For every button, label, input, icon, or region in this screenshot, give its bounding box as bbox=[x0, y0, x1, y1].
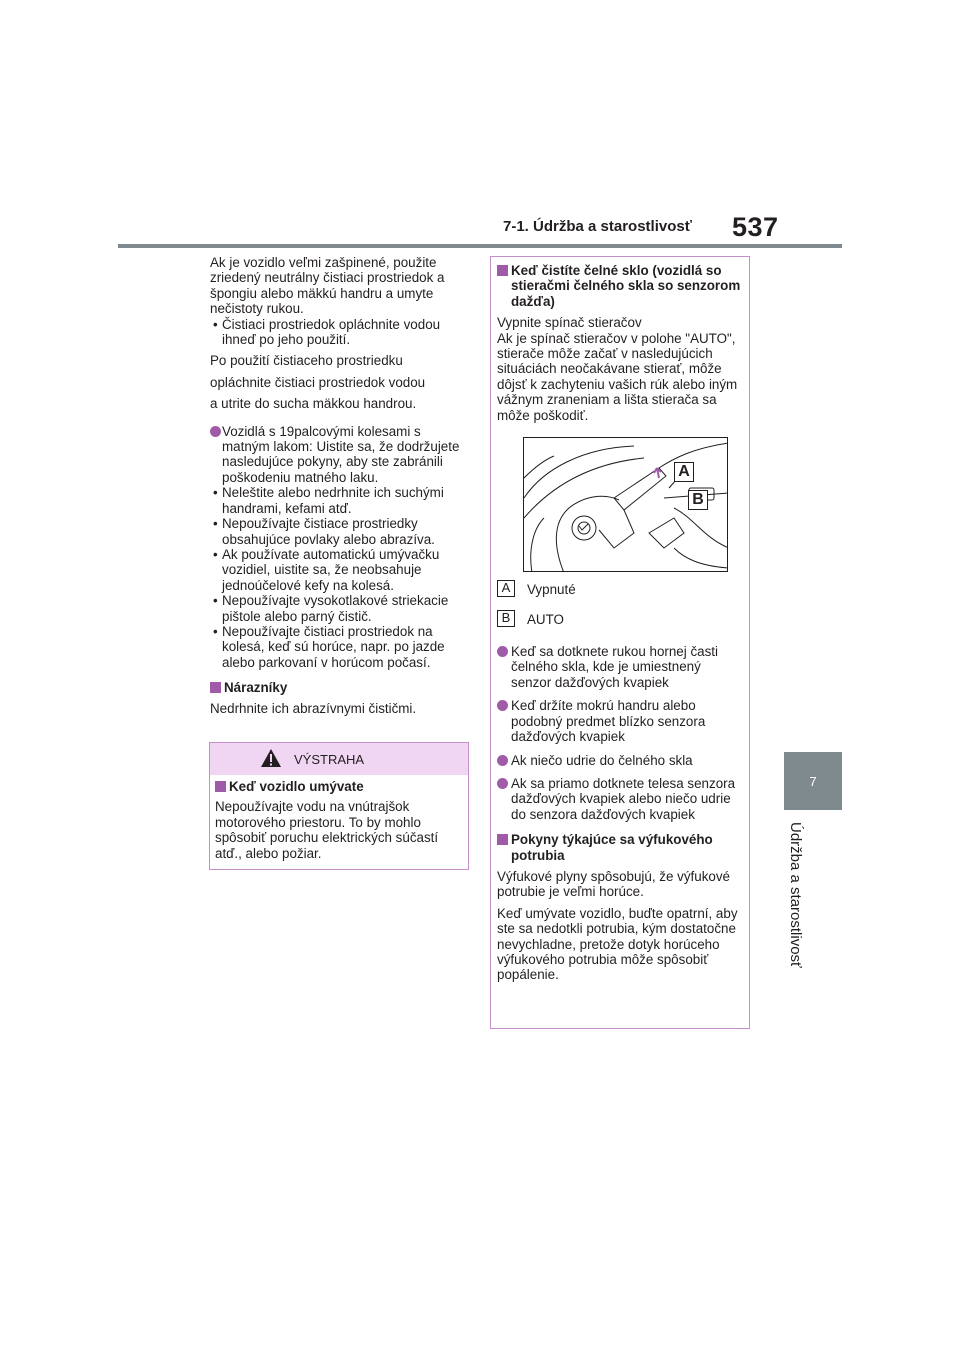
bullet-circle-icon bbox=[497, 646, 508, 657]
bullet-circle-icon bbox=[210, 426, 221, 437]
list-item: • Nepoužívajte vysokotlakové striekacie pištole alebo parný čistič. bbox=[213, 593, 449, 624]
wheels-note: Vozidlá s 19palcovými kolesami s matným lakom: Uistite sa, že dodržujete nasledujúce pokyny, aby ste zabránili poškodeniu matného laku. bbox=[210, 424, 472, 486]
auto-warning-text: Ak je spínač stieračov v polohe "AUTO", stierače môže začať v nasledujúcich situáciách neočakávane stierať, môže dôjsť k zachyteniu vašich rúk alebo iným vážnym zraneniam a lišta stierača sa môže poškodiť. bbox=[497, 330, 738, 423]
bullet-square-icon bbox=[215, 781, 226, 792]
section-title: 7-1. Údržba a starostlivosť bbox=[503, 218, 692, 235]
chapter-title: Údržba a starostlivosť bbox=[787, 822, 804, 968]
list-item: • Neleštite alebo nedrhnite ich suchými handrami, kefami atď. bbox=[213, 485, 444, 516]
bumpers-text: Nedrhnite ich abrazívnymi čističmi. bbox=[210, 700, 417, 716]
warning-subtitle: Keď vozidlo umývate bbox=[215, 779, 463, 794]
legend-item-a bbox=[497, 580, 744, 606]
bullet-circle-icon bbox=[497, 778, 508, 789]
warning-text: Nepoužívajte vodu na vnútrajšok motorového priestoru. To by mohlo spôsobiť poruchu elektrických súčastí atď., alebo požiar. bbox=[215, 799, 439, 861]
exhaust-heading: Pokyny týkajúce sa výfukového potrubia bbox=[497, 832, 744, 863]
bullet-square-icon bbox=[210, 682, 221, 693]
warning-body bbox=[210, 775, 468, 865]
case-item: Keď sa dotknete rukou hornej časti čelného skla, kde je umiestnený senzor dažďových kvapiek bbox=[497, 644, 744, 690]
list-item: • Čistiaci prostriedok opláchnite vodou ihneď po jeho použití. bbox=[213, 316, 441, 348]
exhaust-text-2: Keď umývate vozidlo, buďte opatrní, aby ste sa nedotkli potrubia, kým dostatočne nevychladne, pretože dotyk horúceho výfukového potrubia môže spôsobiť popálenie. bbox=[497, 905, 738, 983]
legend-key-b: B bbox=[497, 610, 515, 627]
warning-box bbox=[209, 742, 469, 870]
callout-a: A bbox=[674, 462, 694, 482]
bullet-square-icon bbox=[497, 834, 508, 845]
warning-label: VÝSTRAHA bbox=[294, 752, 365, 767]
list-item: • Nepoužívajte čistiaci prostriedok na kolesá, keď sú horúce, napr. po jazde alebo parkovaní v horúcom počasí. bbox=[213, 623, 445, 670]
warning-header bbox=[210, 743, 468, 775]
case-item: Ak niečo udrie do čelného skla bbox=[497, 753, 744, 768]
bullet-circle-icon bbox=[497, 700, 508, 711]
wiper-switch-illustration bbox=[523, 437, 728, 572]
list-item: • Nepoužívajte čistiace prostriedky obsahujúce povlaky alebo abrazíva. bbox=[213, 516, 435, 547]
warning-icon bbox=[260, 748, 282, 768]
exhaust-text-1: Výfukové plyny spôsobujú, že výfukové potrubie je veľmi horúce. bbox=[497, 868, 730, 900]
header-rule bbox=[118, 244, 842, 248]
bullet-circle-icon bbox=[497, 755, 508, 766]
chapter-tab: 7 bbox=[784, 752, 842, 810]
left-column bbox=[210, 255, 472, 721]
page-number: 537 bbox=[732, 212, 779, 242]
after-line: Po použití čistiaceho prostriedku bbox=[210, 353, 403, 369]
after-line: a utrite do sucha mäkkou handrou. bbox=[210, 396, 417, 412]
legend-text-b: AUTO bbox=[527, 612, 564, 628]
after-line: opláchnite čistiaci prostriedok vodou bbox=[210, 374, 426, 390]
bullet-square-icon bbox=[497, 265, 508, 276]
windshield-heading: Keď čistíte čelné sklo (vozidlá so stieračmi čelného skla so senzorom dažďa) bbox=[497, 263, 744, 309]
list-item: • Ak používate automatickú umývačku vozidiel, uistite sa, že neobsahuje jednoúčelové kefy na kolesá. bbox=[213, 546, 440, 593]
legend-key-a: A bbox=[497, 580, 515, 597]
case-item: Keď držíte mokrú handru alebo podobný predmet blízko senzora dažďových kvapiek bbox=[497, 698, 744, 744]
bumpers-heading: Nárazníky bbox=[210, 680, 472, 695]
legend-text-a: Vypnuté bbox=[527, 582, 576, 598]
intro-paragraph: Ak je vozidlo veľmi zašpinené, použite zriedený neutrálny čistiaci prostriedok a špongiu alebo mäkkú handru a umyte nečistoty rukou. bbox=[210, 255, 445, 317]
legend-item-b bbox=[497, 610, 744, 636]
switch-off-text: Vypnite spínač stieračov bbox=[497, 315, 642, 331]
case-item: Ak sa priamo dotknete telesa senzora dažďových kvapiek alebo niečo udrie do senzora dažďových kvapiek bbox=[497, 776, 744, 822]
callout-b: B bbox=[688, 490, 708, 510]
right-box bbox=[490, 256, 750, 1029]
